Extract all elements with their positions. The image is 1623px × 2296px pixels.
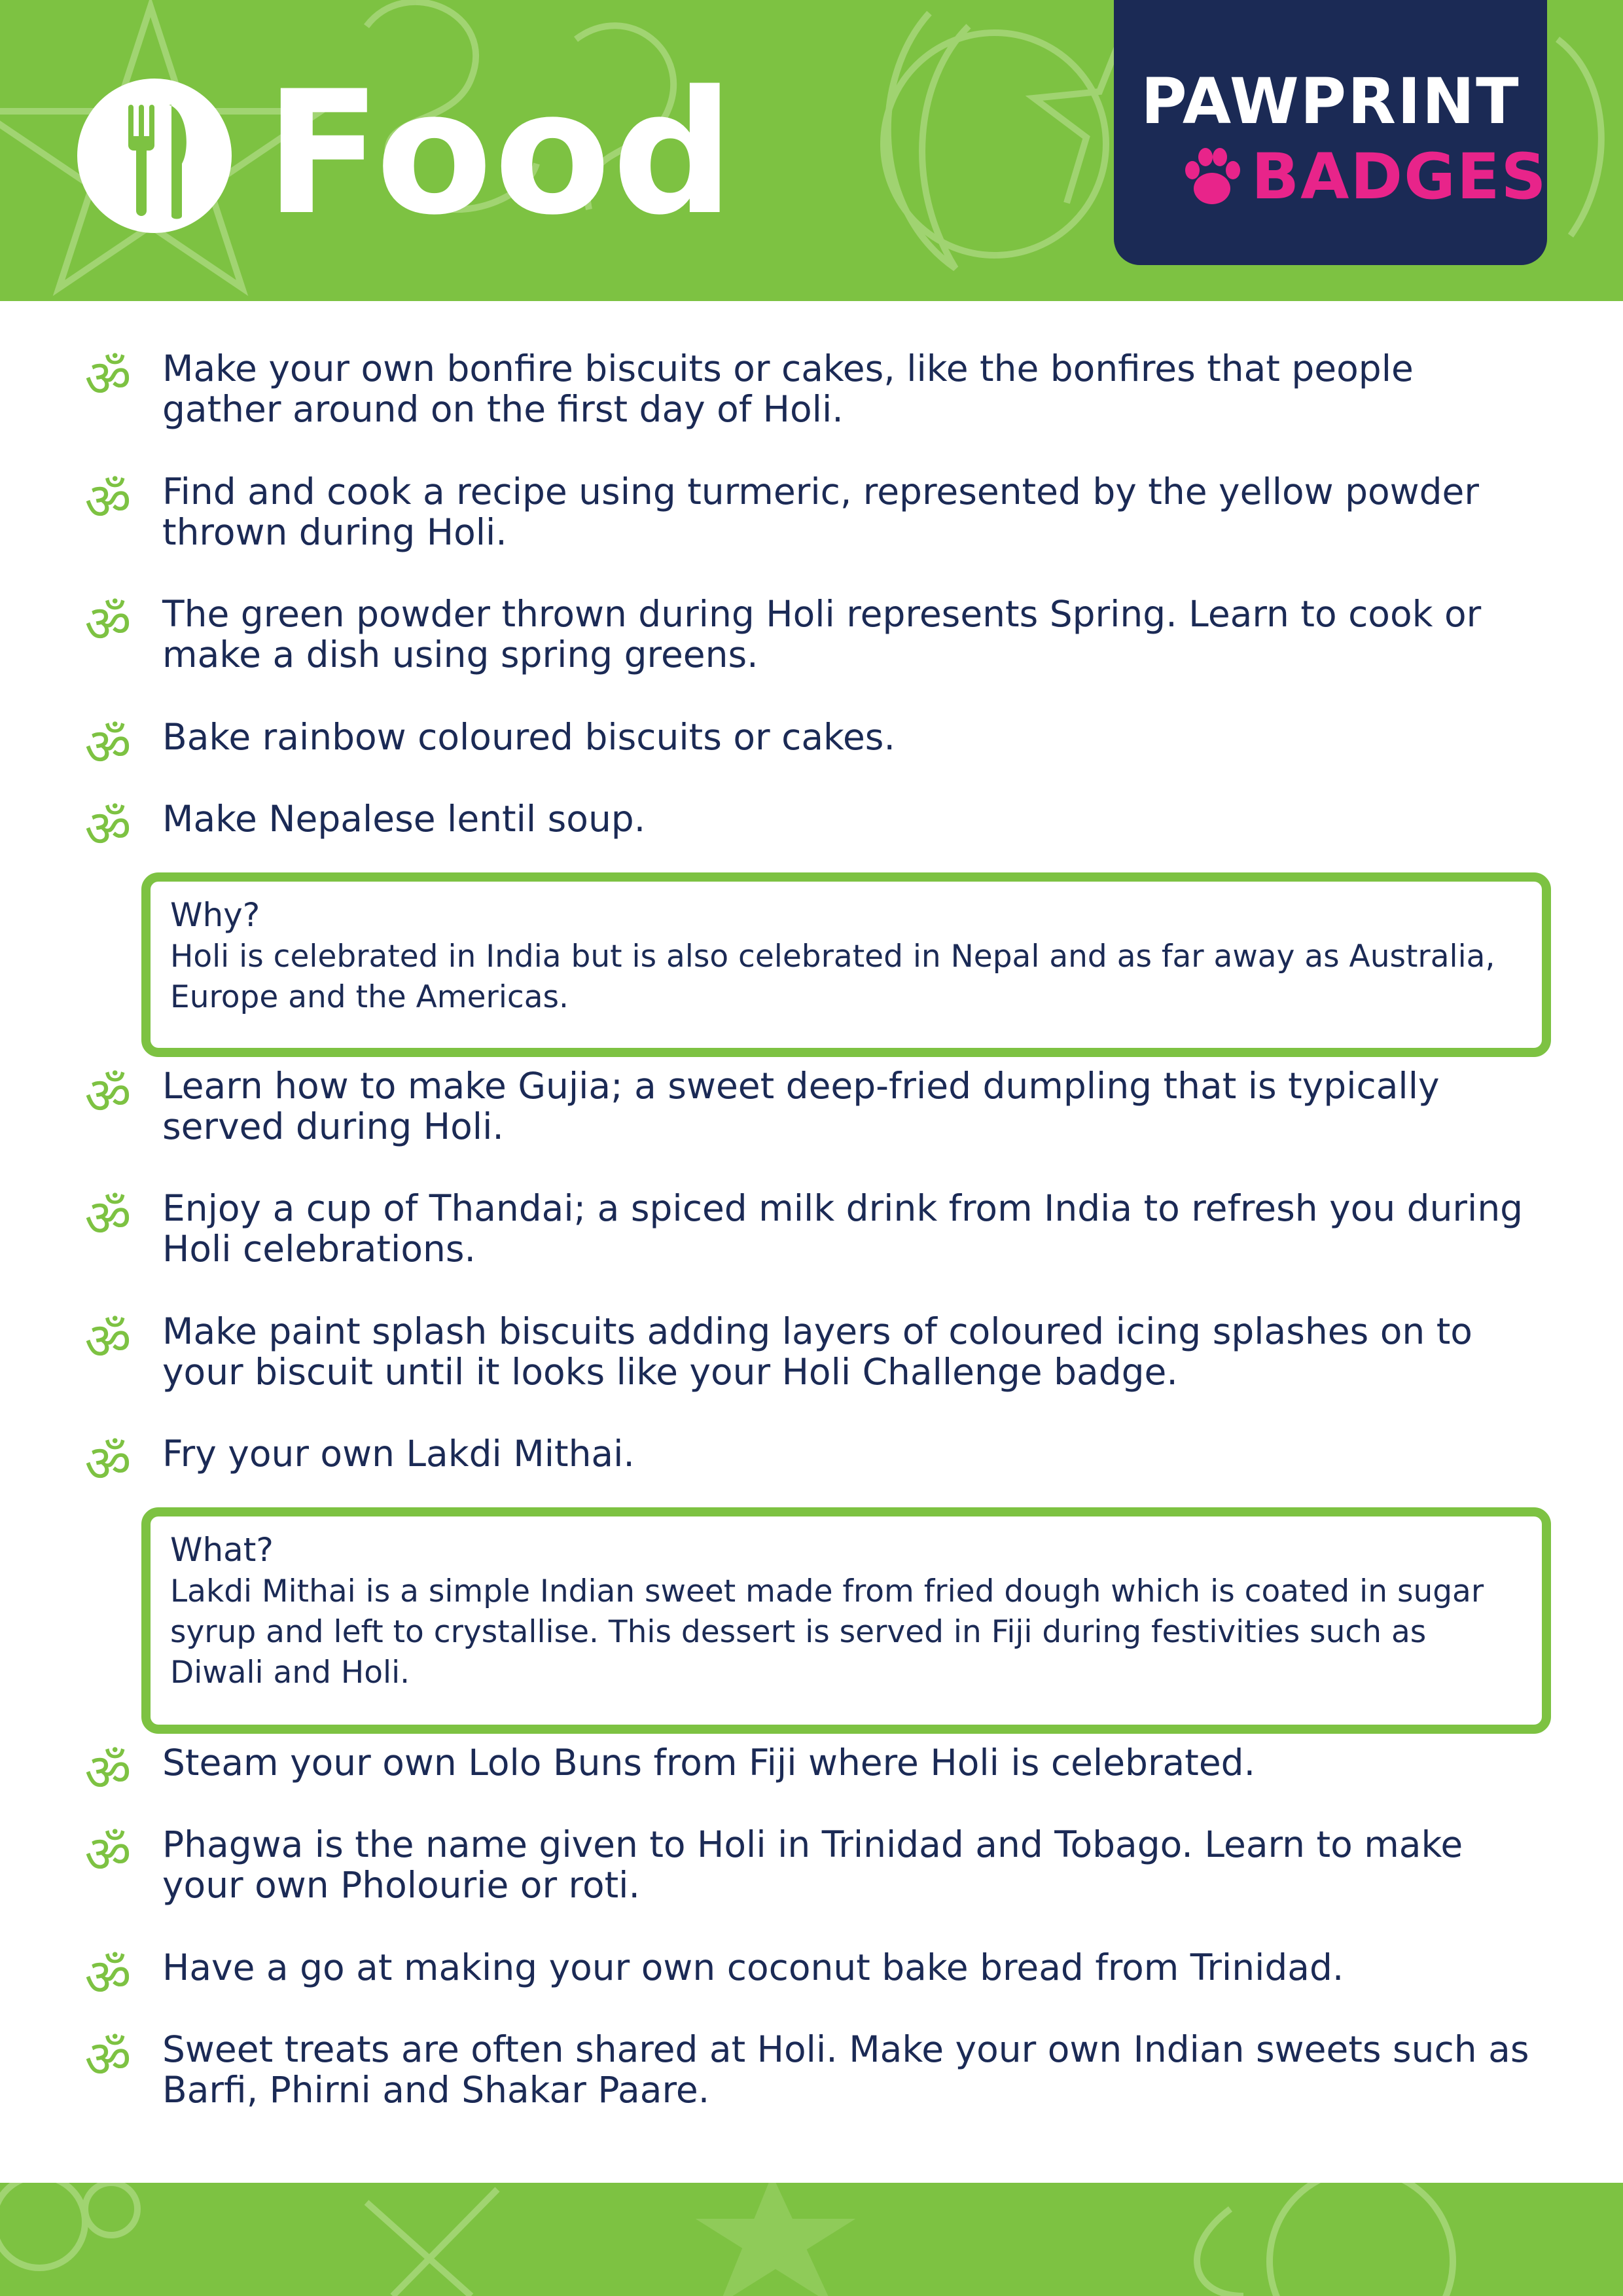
list-item-text: Have a go at making your own coconut bake bread from Trinidad. [162, 1946, 1344, 1988]
om-icon: ॐ [84, 1744, 132, 1803]
list-item-text: Steam your own Lolo Buns from Fiji where Holi is celebrated. [162, 1742, 1256, 1784]
logo-bottom-row [1140, 137, 1548, 216]
om-icon: ॐ [84, 350, 132, 408]
om-icon: ॐ [84, 1435, 132, 1494]
om-icon: ॐ [84, 1825, 132, 1884]
footer-banner [0, 2183, 1623, 2296]
pawprint-badges-logo [1114, 0, 1547, 265]
page-title: Food [265, 55, 736, 253]
logo-text-bottom: BADGES [1251, 140, 1548, 213]
om-icon: ॐ [84, 473, 132, 531]
om-icon: ॐ [84, 1189, 132, 1248]
list-item-text: Make paint splash biscuits adding layers of coloured icing splashes on to your biscuit until it looks like your Holi Challenge badge. [162, 1310, 1472, 1393]
list-item-text: Phagwa is the name given to Holi in Trinidad and Tobago. Learn to make your own Pholourie or roti. [162, 1823, 1463, 1906]
list-item-text: The green powder thrown during Holi represents Spring. Learn to cook or make a dish using spring greens. [162, 593, 1482, 675]
what-box-text: Lakdi Mithai is a simple Indian sweet made from fried dough which is coated in sugar syrup and left to crystallise. This dessert is served in Fiji during festivities such as Diwali and Holi. [170, 1573, 1484, 1691]
om-icon: ॐ [84, 595, 132, 654]
om-icon: ॐ [84, 1312, 132, 1371]
om-icon: ॐ [84, 718, 132, 777]
footer-decoration [0, 2183, 1623, 2296]
list-item-text: Bake rainbow coloured biscuits or cakes. [162, 716, 895, 758]
list-item-text: Fry your own Lakdi Mithai. [162, 1433, 635, 1475]
list-item-text: Find and cook a recipe using turmeric, represented by the yellow powder thrown during Holi. [162, 471, 1480, 553]
list-item-text: Make Nepalese lentil soup. [162, 798, 646, 840]
fork-knife-icon [77, 79, 232, 233]
list-item-text: Enjoy a cup of Thandai; a spiced milk drink from India to refresh you during Holi celebrations. [162, 1187, 1524, 1270]
logo-text-top: PAWPRINT [1141, 65, 1520, 138]
om-icon: ॐ [84, 1948, 132, 2007]
why-box-title: Why? [170, 896, 260, 934]
list-item-text: Make your own bonfire biscuits or cakes, like the bonfires that people gather around on the first day of Holi. [162, 348, 1414, 430]
header-banner [0, 0, 1623, 301]
list-item-text: Sweet treats are often shared at Holi. Make your own Indian sweets such as Barfi, Phirni and Shakar Paare. [162, 2028, 1529, 2111]
why-box-text: Holi is celebrated in India but is also celebrated in Nepal and as far away as Australia, Europe and the Americas. [170, 939, 1495, 1015]
om-icon: ॐ [84, 2030, 132, 2089]
om-icon: ॐ [84, 1067, 132, 1126]
paw-icon [1179, 145, 1245, 208]
list-item-text: Learn how to make Gujia; a sweet deep-fried dumpling that is typically served during Holi. [162, 1065, 1440, 1147]
what-box-title: What? [170, 1531, 274, 1569]
om-icon: ॐ [84, 800, 132, 859]
what-info-box [141, 1507, 1551, 1734]
why-info-box [141, 872, 1551, 1057]
